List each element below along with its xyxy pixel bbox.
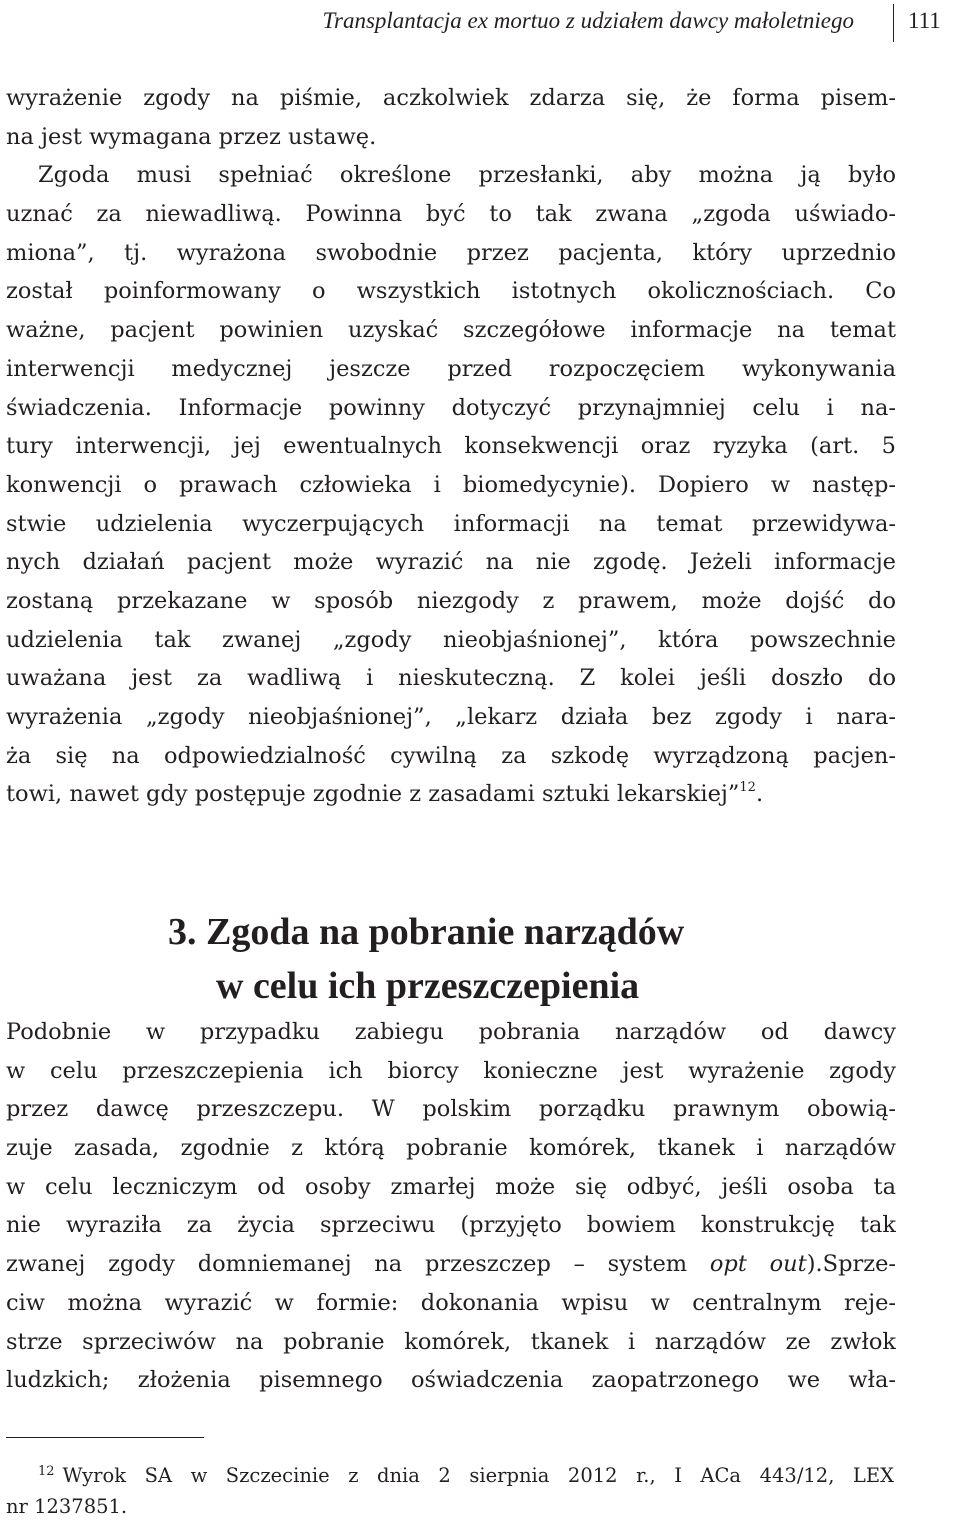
text-line: zostaną przekazane w sposób niezgody z prawem, może dojść do <box>6 587 896 614</box>
text-run: ).Sprze- <box>806 1251 896 1278</box>
text-line: w celu przeszczepienia ich biorcy konieczne jest wyrażenie zgody <box>6 1057 896 1084</box>
text-line: Podobnie w przypadku zabiegu pobrania narządów od dawcy <box>6 1019 896 1045</box>
text-line: przez dawcę przeszczepu. W polskim porządku prawnym obowią- <box>6 1096 896 1123</box>
text-line: wyrażenie zgody na piśmie, aczkolwiek zdarza się, że forma pisem- <box>6 85 896 111</box>
text-run: towi, nawet gdy postępuje zgodnie z zasadami sztuki lekarskiej” <box>6 781 740 808</box>
italic-term: opt out <box>709 1251 807 1278</box>
text-line: ciw można wyrazić w formie: dokonania wpisu w centralnym reje- <box>6 1289 896 1316</box>
text-line: tury interwencji, jej ewentualnych konsekwencji oraz ryzyka (art. 5 <box>6 433 896 460</box>
body-text-upper <box>6 79 896 814</box>
text-line: nych działań pacjent może wyrazić na nie zgodę. Jeżeli informacje <box>6 549 896 576</box>
header-divider <box>893 4 894 42</box>
text-line <box>6 1245 896 1284</box>
text-line: nie wyraziła za życia sprzeciwu (przyjęto bowiem konstrukcję tak <box>6 1212 896 1239</box>
text-line: Zgoda musi spełniać określone przesłanki, aby można ją było <box>38 162 896 189</box>
text-run: zwanej zgody domniemanej na przeszczep – system <box>6 1251 710 1278</box>
text-line: w celu leczniczym od osoby zmarłej może się odbyć, jeśli osoba ta <box>6 1173 896 1200</box>
text-line: ludzkich; złożenia pisemnego oświadczenia zaopatrzonego we wła- <box>6 1367 896 1394</box>
body-text-lower <box>6 1013 896 1400</box>
text-line: ważne, pacjent powinien uzyskać szczegółowe informacje na temat <box>6 317 896 344</box>
section-heading-line: w celu ich przeszczepienia <box>216 964 640 1007</box>
text-line: został poinformowany o wszystkich istotnych okolicznościach. Co <box>6 278 896 305</box>
text-line: uznać za niewadliwą. Powinna być to tak zwana „zgoda uświado- <box>6 201 896 228</box>
footnote-text: Wyrok SA w Szczecinie z dnia 2 sierpnia 2012 r., I ACa 443/12, LEX <box>62 1464 894 1487</box>
footnote-separator <box>6 1437 204 1438</box>
footnote-number: 12 <box>38 1464 55 1479</box>
text-run: . <box>755 781 764 808</box>
footnote <box>6 1456 894 1522</box>
section-heading-line: 3. Zgoda na pobranie narządów <box>168 910 685 953</box>
text-line: stwie udzielenia wyczerpujących informacji na temat przewidywa- <box>6 510 896 537</box>
text-line: uważana jest za wadliwą i nieskuteczną. Z kolei jeśli doszło do <box>6 665 896 692</box>
text-line: ża się na odpowiedzialność cywilną za szkodę wyrządzoną pacjen- <box>6 742 896 769</box>
text-line: interwencji medycznej jeszcze przed rozpoczęciem wykonywania <box>6 355 896 382</box>
text-line: konwencji o prawach człowieka i biomedycynie). Dopiero w następ- <box>6 471 896 498</box>
section-heading <box>0 905 900 1013</box>
text-line-with-footnote <box>6 775 896 814</box>
text-line: świadczenia. Informacje powinny dotyczyć przynajmniej celu i na- <box>6 394 896 421</box>
page-number: 111 <box>908 8 941 33</box>
text-line: udzielenia tak zwanej „zgody nieobjaśnionej”, która powszechnie <box>6 626 896 653</box>
running-head <box>0 0 960 50</box>
text-line: wyrażenia „zgody nieobjaśnionej”, „lekarz działa bez zgody i nara- <box>6 704 896 730</box>
text-line: miona”, tj. wyrażona swobodnie przez pacjenta, który uprzednio <box>6 239 896 266</box>
text-line: strze sprzeciwów na pobranie komórek, tkanek i narządów ze zwłok <box>6 1328 896 1355</box>
text-line: zuje zasada, zgodnie z którą pobranie komórek, tkanek i narządów <box>6 1135 896 1162</box>
footnote-line: nr 1237851. <box>6 1495 128 1518</box>
text-line: na jest wymagana przez ustawę. <box>6 123 377 150</box>
footnote-reference[interactable]: 12 <box>739 780 756 796</box>
running-title: Transplantacja ex mortuo z udziałem dawcy małoletniego <box>322 8 854 33</box>
footnote-line <box>6 1456 894 1491</box>
